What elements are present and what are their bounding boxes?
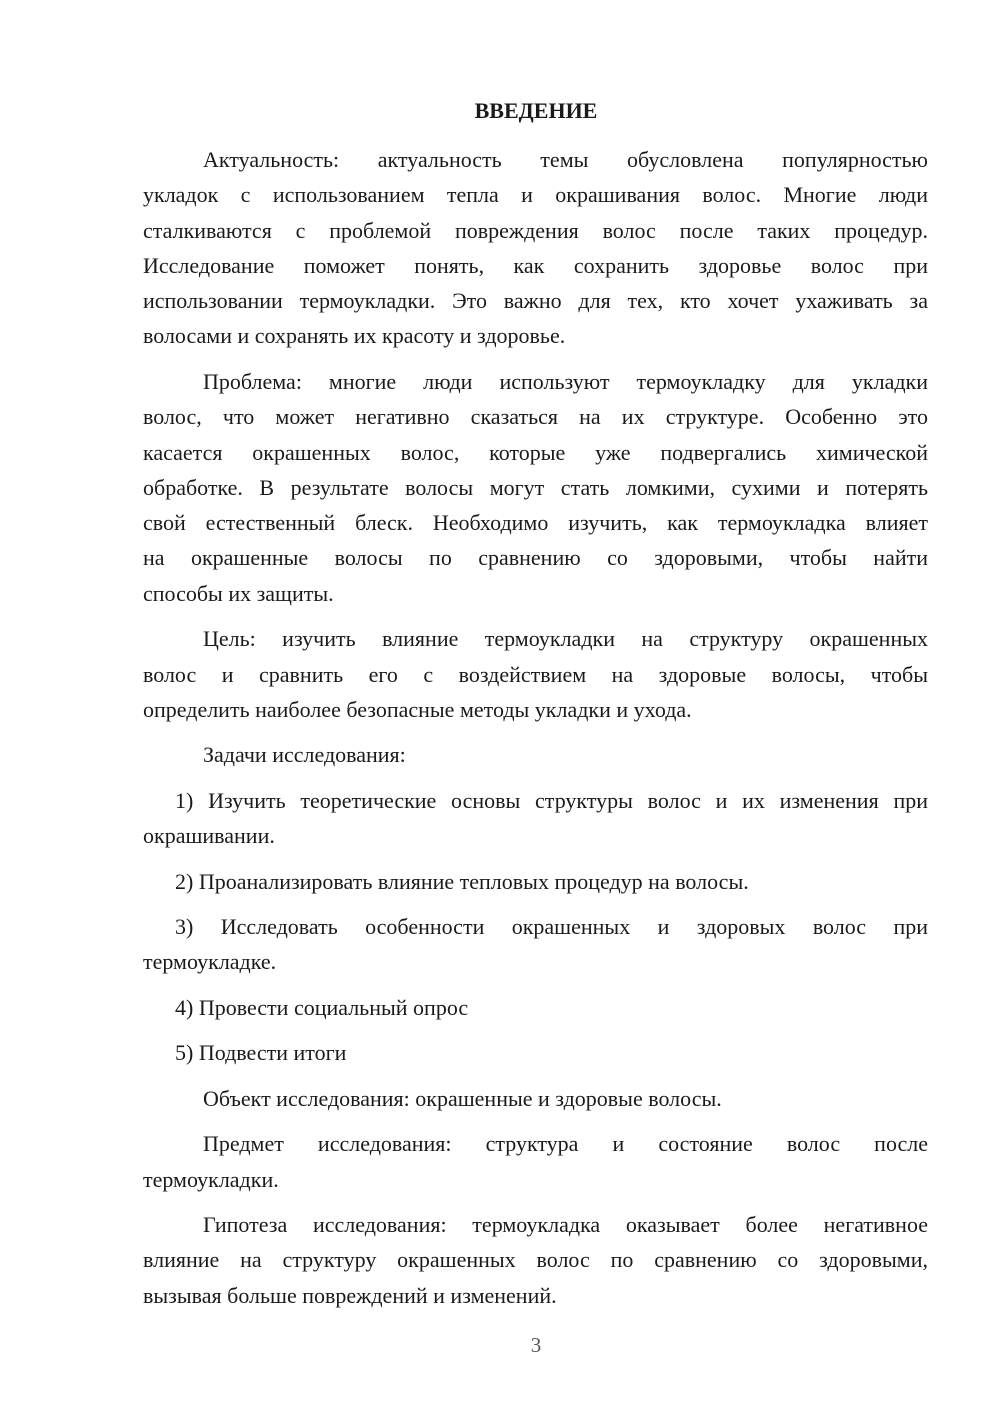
text-line: волосами и сохранять их красоту и здоровье.: [143, 323, 566, 349]
text-line: на окрашенные волосы по сравнению со здоровыми, чтобы найти: [143, 545, 928, 571]
paragraph: [143, 364, 928, 611]
text-line: термоукладке.: [143, 949, 277, 975]
text-line: Цель: изучить влияние термоукладки на структуру окрашенных: [203, 626, 928, 652]
paragraph: [143, 1081, 928, 1116]
text-line: свой естественный блеск. Необходимо изучить, как термоукладка влияет: [143, 510, 928, 536]
text-line: 5) Подвести итоги: [175, 1040, 347, 1066]
text-line: Актуальность: актуальность темы обусловлена популярностью: [203, 147, 928, 172]
paragraph: [143, 909, 928, 980]
paragraph: [143, 783, 928, 854]
text-line: 2) Проанализировать влияние тепловых процедур на волосы.: [175, 868, 749, 894]
section-title: ВВЕДЕНИЕ: [474, 98, 598, 123]
paragraph: [143, 1126, 928, 1197]
text-line: окрашивании.: [143, 823, 275, 849]
paragraph: [143, 1035, 928, 1070]
page-number: 3: [530, 1333, 542, 1357]
paragraph: [143, 142, 928, 354]
paragraph: [143, 1207, 928, 1313]
text-line: термоукладки.: [143, 1166, 279, 1192]
text-line: 4) Провести социальный опрос: [175, 994, 469, 1020]
text-line: влияние на структуру окрашенных волос по сравнению со здоровыми,: [143, 1247, 928, 1273]
text-line: касается окрашенных волос, которые уже подвергались химической: [143, 439, 928, 465]
text-line: определить наиболее безопасные методы укладки и ухода.: [143, 696, 692, 722]
text-line: волос, что может негативно сказаться на их структуре. Особенно это: [143, 404, 928, 430]
text-line: волос и сравнить его с воздействием на здоровые волосы, чтобы: [143, 661, 928, 687]
paragraph: [143, 864, 928, 899]
paragraph: [143, 990, 928, 1025]
text-line: укладок с использованием тепла и окрашивания волос. Многие люди: [143, 182, 928, 208]
text-line: Гипотеза исследования: термоукладка оказывает более негативное: [203, 1212, 928, 1238]
text-line: способы их защиты.: [143, 580, 334, 606]
text-line: 3) Исследовать особенности окрашенных и здоровых волос при: [175, 914, 928, 940]
text-line: Проблема: многие люди используют термоукладку для укладки: [203, 368, 928, 394]
text-line: сталкиваются с проблемой повреждения волос после таких процедур.: [143, 217, 928, 243]
text-line: Исследование поможет понять, как сохранить здоровье волос при: [143, 252, 928, 278]
paragraph: [143, 621, 928, 727]
text-line: вызывая больше повреждений и изменений.: [143, 1282, 557, 1308]
text-line: Задачи исследования:: [203, 742, 406, 768]
text-line: 1) Изучить теоретические основы структуры волос и их изменения при: [175, 787, 928, 813]
body-text: [143, 142, 928, 1323]
text-line: Объект исследования: окрашенные и здоровые волосы.: [203, 1085, 722, 1111]
text-line: обработке. В результате волосы могут стать ломкими, сухими и потерять: [143, 474, 928, 500]
text-line: Предмет исследования: структура и состояние волос после: [203, 1131, 928, 1157]
text-line: использовании термоукладки. Это важно для тех, кто хочет ухаживать за: [143, 288, 928, 314]
paragraph: [143, 737, 928, 772]
